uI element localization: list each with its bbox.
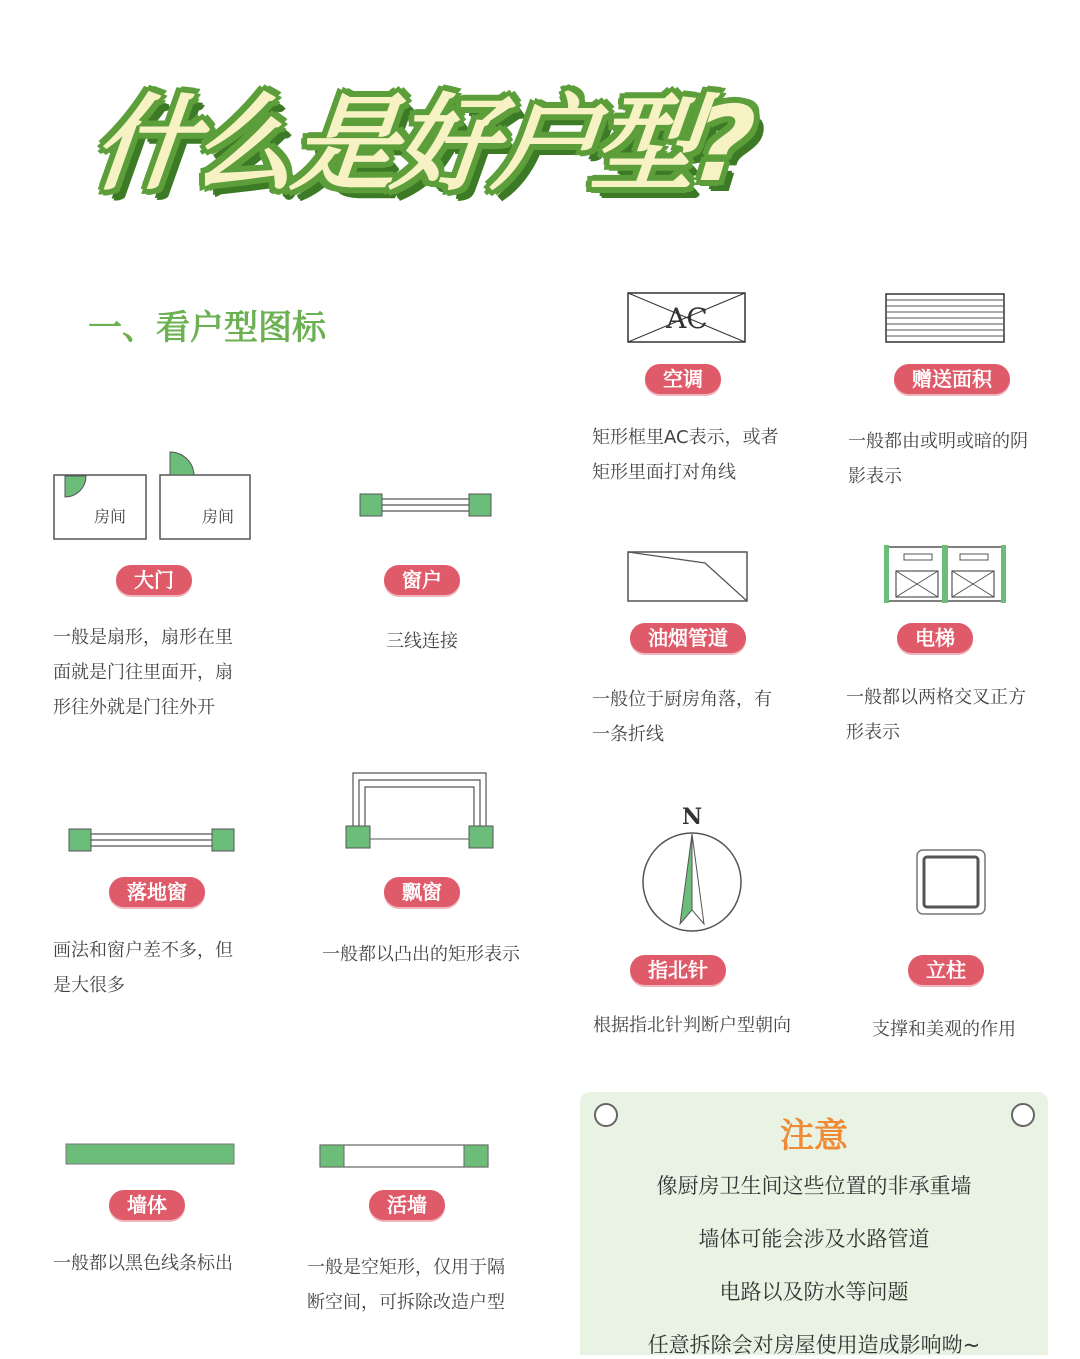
page-title: 什么是好户型?: [87, 83, 757, 205]
ac-symbol-text: AC: [666, 302, 708, 335]
note-line: 电路以及防水等问题: [719, 1280, 909, 1304]
wall-symbol: [65, 1143, 235, 1165]
desc-line: 影表示: [848, 466, 902, 487]
desc-line: 一般都由或明或暗的阴: [848, 431, 1028, 452]
desc-window: [386, 624, 458, 659]
desc-line: 一般都以黑色线条标出: [53, 1253, 233, 1274]
movable-wall-symbol: [319, 1144, 489, 1168]
desc-line: 一条折线: [592, 724, 664, 745]
door-room-label: 房间: [93, 507, 127, 526]
desc-line: 一般都以凸出的矩形表示: [322, 944, 520, 965]
label-floor-window: 落地窗: [109, 877, 205, 907]
label-flue: 油烟管道: [630, 623, 746, 653]
desc-bay-window: [322, 937, 520, 972]
label-elevator: 电梯: [897, 623, 973, 653]
desc-line: 断空间，可拆除改造户型: [307, 1292, 505, 1313]
label-window: 窗户: [384, 565, 460, 595]
desc-flue: [592, 682, 772, 752]
desc-line: 形表示: [846, 722, 900, 743]
note-line: 墙体可能会涉及水路管道: [698, 1227, 930, 1251]
desc-line: 画法和窗户差不多，但: [53, 940, 233, 961]
label-ac: 空调: [645, 364, 721, 394]
desc-line: 一般是扇形，扇形在里: [53, 627, 233, 648]
window-symbol: [359, 493, 493, 517]
note-line: 任意拆除会对房屋使用造成影响呦~: [647, 1333, 981, 1357]
label-column: 立柱: [908, 955, 984, 985]
floor-window-symbol: [68, 828, 236, 852]
desc-line: 支撑和美观的作用: [872, 1019, 1016, 1040]
desc-line: 根据指北针判断户型朝向: [593, 1015, 791, 1036]
desc-compass: [593, 1008, 791, 1043]
label-door: 大门: [116, 565, 192, 595]
desc-ac: [592, 420, 779, 490]
desc-wall: [53, 1246, 233, 1281]
desc-line: 一般是空矩形，仅用于隔: [307, 1257, 505, 1278]
desc-line: 矩形里面打对角线: [592, 462, 736, 483]
bay-window-symbol: [345, 771, 495, 849]
desc-line: 形往外就是门往外开: [53, 697, 215, 718]
flue-symbol: [627, 551, 749, 603]
desc-gift-area: [848, 424, 1028, 494]
label-wall: 墙体: [109, 1190, 185, 1220]
gift-area-symbol: [885, 293, 1005, 343]
door-symbol: [53, 450, 253, 542]
desc-movable-wall: [307, 1250, 505, 1320]
desc-line: 一般都以两格交叉正方: [846, 687, 1026, 708]
note-title: 注意: [780, 1116, 848, 1156]
label-movable-wall: 活墙: [369, 1190, 445, 1220]
desc-line: 是大很多: [53, 975, 125, 996]
compass-symbol: [640, 800, 744, 936]
desc-column: [872, 1012, 1016, 1047]
desc-elevator: [846, 680, 1026, 750]
note-line: 像厨房卫生间这些位置的非承重墙: [656, 1174, 972, 1198]
label-bay-window: 飘窗: [384, 877, 460, 907]
desc-line: 三线连接: [386, 631, 458, 652]
desc-line: 矩形框里AC表示，或者: [592, 427, 779, 448]
ac-symbol: [627, 292, 747, 344]
label-gift-area: 赠送面积: [894, 364, 1010, 394]
compass-north-letter: N: [681, 804, 703, 830]
section-heading: 一、看户型图标: [88, 308, 326, 348]
desc-floor-window: [53, 933, 233, 1003]
desc-door: [53, 620, 233, 725]
desc-line: 一般位于厨房角落，有: [592, 689, 772, 710]
door-room-label: 房间: [201, 507, 235, 526]
desc-line: 面就是门往里面开，扇: [53, 662, 233, 683]
column-symbol: [916, 849, 986, 915]
label-compass: 指北针: [630, 955, 726, 985]
elevator-symbol: [884, 545, 1006, 603]
